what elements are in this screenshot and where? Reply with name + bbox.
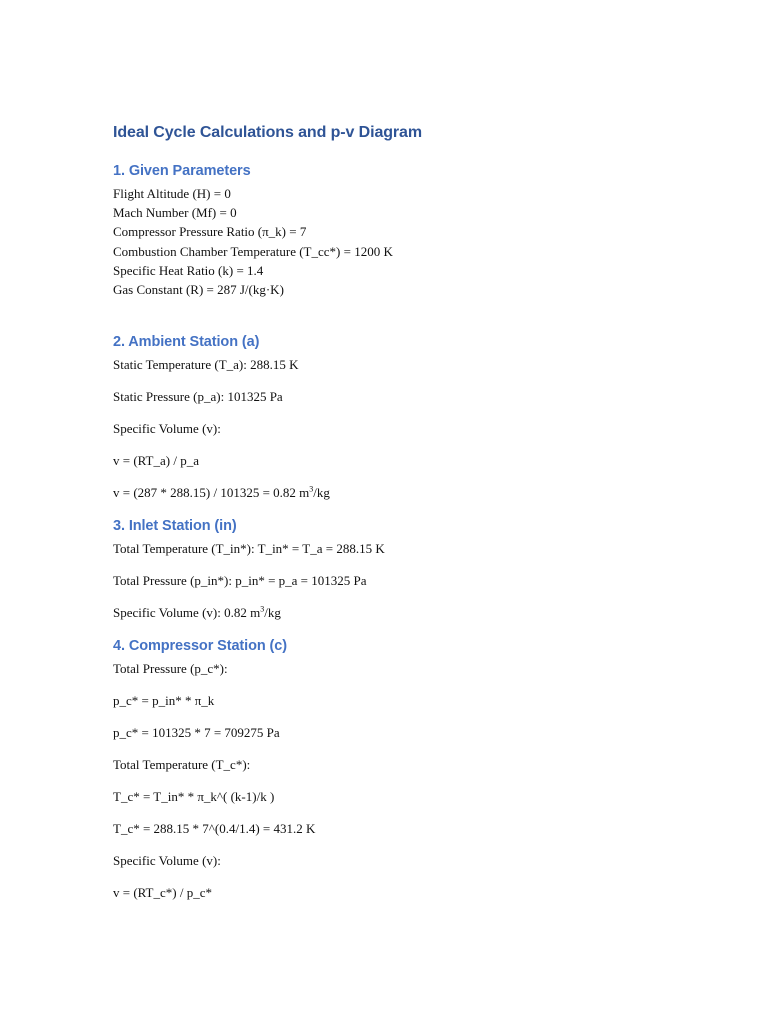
param-combustion-chamber-temperature: Combustion Chamber Temperature (T_cc*) = 1200 K: [113, 244, 393, 259]
ambient-volume-formula: v = (RT_a) / p_a: [113, 453, 199, 468]
ambient-specific-volume-label: Specific Volume (v):: [113, 421, 221, 436]
compressor-total-pressure-label: Total Pressure (p_c*):: [113, 661, 228, 676]
document-title: Ideal Cycle Calculations and p-v Diagram: [113, 124, 422, 141]
inlet-volume-text: Specific Volume (v): 0.82 m: [113, 605, 261, 620]
param-compressor-pressure-ratio: Compressor Pressure Ratio (π_k) = 7: [113, 224, 307, 239]
compressor-specific-volume-label: Specific Volume (v):: [113, 853, 221, 868]
inlet-volume-unit: /kg: [264, 605, 281, 620]
ambient-static-temperature: Static Temperature (T_a): 288.15 K: [113, 357, 299, 372]
heading-ambient-station: 2. Ambient Station (a): [113, 334, 260, 350]
param-gas-constant: Gas Constant (R) = 287 J/(kg·K): [113, 282, 284, 297]
heading-compressor-station: 4. Compressor Station (c): [113, 638, 287, 654]
compressor-volume-formula: v = (RT_c*) / p_c*: [113, 885, 212, 900]
ambient-volume-calc-text: v = (287 * 288.15) / 101325 = 0.82 m: [113, 485, 310, 500]
inlet-volume-exponent: 3: [260, 604, 265, 614]
inlet-total-pressure: Total Pressure (p_in*): p_in* = p_a = 101325 Pa: [113, 573, 367, 588]
param-flight-altitude: Flight Altitude (H) = 0: [113, 186, 231, 201]
param-specific-heat-ratio: Specific Heat Ratio (k) = 1.4: [113, 263, 264, 278]
inlet-specific-volume: [113, 605, 281, 621]
ambient-volume-exponent: 3: [309, 484, 314, 494]
inlet-total-temperature: Total Temperature (T_in*): T_in* = T_a = 288.15 K: [113, 541, 385, 556]
ambient-static-pressure: Static Pressure (p_a): 101325 Pa: [113, 389, 283, 404]
param-mach-number: Mach Number (Mf) = 0: [113, 205, 237, 220]
compressor-temperature-formula: T_c* = T_in* * π_k^( (k-1)/k ): [113, 789, 275, 804]
compressor-temperature-calculation: T_c* = 288.15 * 7^(0.4/1.4) = 431.2 K: [113, 821, 316, 836]
compressor-pressure-calculation: p_c* = 101325 * 7 = 709275 Pa: [113, 725, 280, 740]
compressor-total-temperature-label: Total Temperature (T_c*):: [113, 757, 251, 772]
heading-inlet-station: 3. Inlet Station (in): [113, 518, 237, 534]
ambient-volume-unit: /kg: [313, 485, 330, 500]
ambient-volume-calculation: [113, 485, 330, 501]
heading-given-parameters: 1. Given Parameters: [113, 163, 251, 179]
compressor-pressure-formula: p_c* = p_in* * π_k: [113, 693, 215, 708]
